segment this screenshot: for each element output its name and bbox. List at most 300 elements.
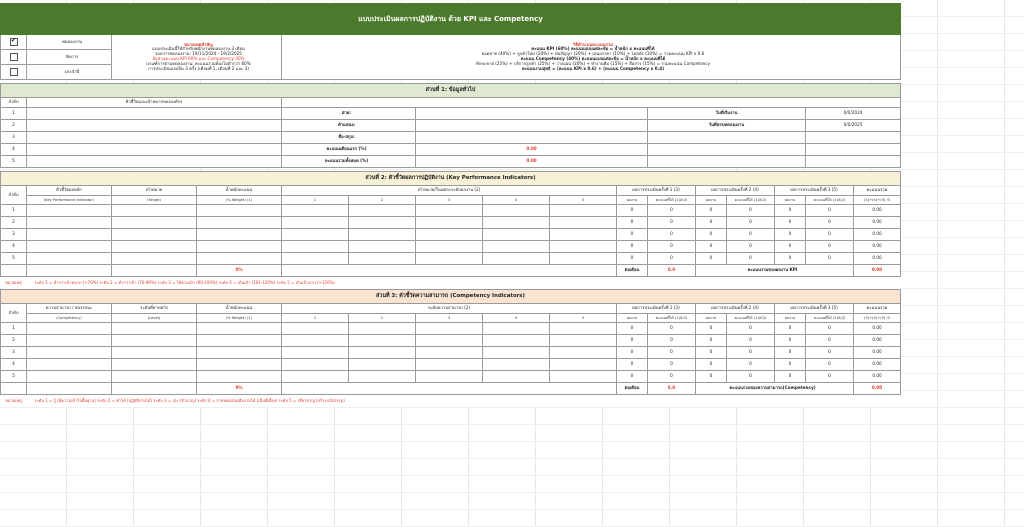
grid-cell[interactable] <box>1005 221 1024 238</box>
kpi-indicator-cell[interactable] <box>27 241 112 253</box>
grid-cell[interactable] <box>201 476 268 493</box>
notes-right-heading: วิธีคำนวณคะแนนรวม <box>286 43 900 48</box>
comp-eval3-result[interactable]: 0 <box>775 347 806 359</box>
comp-eval3-result[interactable]: 0 <box>775 323 806 335</box>
comp-target-cell[interactable] <box>112 335 197 347</box>
grid-cell[interactable] <box>0 408 67 425</box>
section1-field-value[interactable] <box>416 108 648 120</box>
kpi-eval2-result[interactable]: 0 <box>696 217 727 229</box>
comp-level-cell-3[interactable] <box>416 359 483 371</box>
grid-row <box>0 459 1024 476</box>
grid-cell[interactable] <box>201 459 268 476</box>
section1-field2-value[interactable] <box>806 132 901 144</box>
grid-cell[interactable] <box>737 476 804 493</box>
grid-cell[interactable] <box>67 442 134 459</box>
comp-indicator-cell[interactable] <box>27 323 112 335</box>
grid-cell[interactable] <box>938 323 1005 340</box>
comp-eval1-result[interactable]: 0 <box>617 371 648 383</box>
grid-cell[interactable] <box>469 459 536 476</box>
comp-level-cell-5[interactable] <box>550 323 617 335</box>
grid-cell[interactable] <box>938 391 1005 408</box>
comp-level-cell-3[interactable] <box>416 347 483 359</box>
grid-cell[interactable] <box>1005 374 1024 391</box>
grid-cell[interactable] <box>871 493 938 510</box>
grid-cell[interactable] <box>737 408 804 425</box>
grid-cell[interactable] <box>938 238 1005 255</box>
grid-cell[interactable] <box>268 408 335 425</box>
section1-field2-value[interactable]: 0/0/2024 <box>806 108 901 120</box>
grid-cell[interactable] <box>469 493 536 510</box>
grid-cell[interactable] <box>938 153 1005 170</box>
kpi-level-cell-4[interactable] <box>483 241 550 253</box>
kpi-target-cell[interactable] <box>112 241 197 253</box>
comp-target-cell[interactable] <box>112 359 197 371</box>
kpi-eval3-result[interactable]: 0 <box>775 229 806 241</box>
grid-cell[interactable] <box>67 408 134 425</box>
section1-field2-value[interactable]: 0/0/2025 <box>806 120 901 132</box>
comp-level-cell-4[interactable] <box>483 347 550 359</box>
section2-eval1-header: ผลการประเมินครั้งที่ 1 (3) <box>617 186 696 196</box>
section1-row-blank[interactable] <box>27 132 282 144</box>
grid-cell[interactable] <box>938 221 1005 238</box>
grid-cell[interactable] <box>335 476 402 493</box>
kpi-eval1-result[interactable]: 0 <box>617 217 648 229</box>
grid-cell[interactable] <box>335 425 402 442</box>
section1-field-value[interactable]: 0.00 <box>416 156 648 168</box>
kpi-indicator-cell[interactable] <box>27 253 112 265</box>
grid-cell[interactable] <box>938 357 1005 374</box>
checkbox-annual-icon[interactable] <box>10 68 18 76</box>
kpi-eval2-result[interactable]: 0 <box>696 229 727 241</box>
kpi-level-cell-2[interactable] <box>349 205 416 217</box>
grid-cell[interactable] <box>469 408 536 425</box>
comp-weight-cell[interactable] <box>197 347 282 359</box>
grid-cell[interactable] <box>1005 442 1024 459</box>
grid-cell[interactable] <box>938 34 1005 51</box>
grid-cell[interactable] <box>804 408 871 425</box>
grid-cell[interactable] <box>1005 34 1024 51</box>
comp-eval1-result[interactable]: 0 <box>617 347 648 359</box>
kpi-level-cell-3[interactable] <box>416 229 483 241</box>
grid-cell[interactable] <box>804 425 871 442</box>
grid-cell[interactable] <box>804 442 871 459</box>
grid-cell[interactable] <box>1005 272 1024 289</box>
kpi-eval1-result[interactable]: 0 <box>617 229 648 241</box>
grid-cell[interactable] <box>402 476 469 493</box>
kpi-level-cell-2[interactable] <box>349 253 416 265</box>
checkbox-cell-0[interactable] <box>1 35 27 50</box>
comp-level-cell-2[interactable] <box>349 359 416 371</box>
checkbox-management-icon[interactable] <box>10 53 18 61</box>
kpi-level-cell-1[interactable] <box>282 205 349 217</box>
kpi-weight-cell[interactable] <box>197 253 282 265</box>
grid-cell[interactable] <box>1005 204 1024 221</box>
comp-level-cell-2[interactable] <box>349 347 416 359</box>
grid-cell[interactable] <box>737 510 804 527</box>
grid-cell[interactable] <box>1005 357 1024 374</box>
grid-cell[interactable] <box>1005 170 1024 187</box>
kpi-eval1-result[interactable]: 0 <box>617 205 648 217</box>
grid-cell[interactable] <box>603 408 670 425</box>
grid-cell[interactable] <box>67 459 134 476</box>
grid-cell[interactable] <box>469 476 536 493</box>
grid-cell[interactable] <box>670 459 737 476</box>
grid-cell[interactable] <box>1005 391 1024 408</box>
grid-cell[interactable] <box>938 204 1005 221</box>
grid-cell[interactable] <box>0 476 67 493</box>
grid-cell[interactable] <box>0 510 67 527</box>
comp-target-cell[interactable] <box>112 347 197 359</box>
kpi-level-cell-4[interactable] <box>483 253 550 265</box>
comp-eval2-result[interactable]: 0 <box>696 371 727 383</box>
kpi-level-cell-3[interactable] <box>416 217 483 229</box>
comp-weight-cell[interactable] <box>197 371 282 383</box>
comp-level-cell-1[interactable] <box>282 323 349 335</box>
grid-cell[interactable] <box>938 51 1005 68</box>
grid-cell[interactable] <box>938 340 1005 357</box>
grid-cell[interactable] <box>67 476 134 493</box>
kpi-target-cell[interactable] <box>112 205 197 217</box>
kpi-level-cell-1[interactable] <box>282 241 349 253</box>
grid-cell[interactable] <box>938 476 1005 493</box>
kpi-eval2-result[interactable]: 0 <box>696 205 727 217</box>
comp-level-cell-5[interactable] <box>550 335 617 347</box>
grid-cell[interactable] <box>536 408 603 425</box>
kpi-total: 0.00 <box>854 217 901 229</box>
grid-cell[interactable] <box>268 425 335 442</box>
grid-cell[interactable] <box>1005 238 1024 255</box>
comp-level-cell-3[interactable] <box>416 323 483 335</box>
grid-cell[interactable] <box>536 442 603 459</box>
grid-cell[interactable] <box>938 510 1005 527</box>
section3-note-row <box>1 395 901 408</box>
grid-cell[interactable] <box>536 425 603 442</box>
kpi-level-cell-1[interactable] <box>282 229 349 241</box>
grid-cell[interactable] <box>335 459 402 476</box>
grid-cell[interactable] <box>938 289 1005 306</box>
kpi-indicator-cell[interactable] <box>27 229 112 241</box>
kpi-level-cell-4[interactable] <box>483 205 550 217</box>
kpi-level-cell-2[interactable] <box>349 241 416 253</box>
grid-cell[interactable] <box>1005 0 1024 17</box>
grid-cell[interactable] <box>1005 153 1024 170</box>
grid-cell[interactable] <box>201 442 268 459</box>
grid-cell[interactable] <box>67 425 134 442</box>
grid-cell[interactable] <box>670 493 737 510</box>
kpi-level-cell-5[interactable] <box>550 229 617 241</box>
grid-cell[interactable] <box>268 442 335 459</box>
kpi-eval1-result[interactable]: 0 <box>617 253 648 265</box>
grid-cell[interactable] <box>469 442 536 459</box>
grid-cell[interactable] <box>1005 102 1024 119</box>
comp-level-cell-1[interactable] <box>282 335 349 347</box>
grid-cell[interactable] <box>670 510 737 527</box>
grid-cell[interactable] <box>134 442 201 459</box>
section1-row-blank[interactable] <box>27 120 282 132</box>
grid-cell[interactable] <box>938 493 1005 510</box>
grid-cell[interactable] <box>0 459 67 476</box>
comp-indicator-cell[interactable] <box>27 335 112 347</box>
kpi-level-cell-5[interactable] <box>550 217 617 229</box>
grid-cell[interactable] <box>1005 255 1024 272</box>
grid-cell[interactable] <box>402 493 469 510</box>
grid-cell[interactable] <box>1005 289 1024 306</box>
grid-cell[interactable] <box>938 0 1005 17</box>
grid-cell[interactable] <box>938 425 1005 442</box>
comp-eval2-result[interactable]: 0 <box>696 323 727 335</box>
grid-cell[interactable] <box>469 425 536 442</box>
grid-cell[interactable] <box>871 459 938 476</box>
grid-cell[interactable] <box>1005 425 1024 442</box>
grid-cell[interactable] <box>1005 476 1024 493</box>
grid-cell[interactable] <box>134 476 201 493</box>
kpi-level-cell-5[interactable] <box>550 253 617 265</box>
grid-cell[interactable] <box>335 408 402 425</box>
grid-cell[interactable] <box>0 493 67 510</box>
grid-cell[interactable] <box>67 510 134 527</box>
grid-cell[interactable] <box>268 476 335 493</box>
kpi-weight-cell[interactable] <box>197 205 282 217</box>
kpi-eval2-result[interactable]: 0 <box>696 241 727 253</box>
comp-eval2-result[interactable]: 0 <box>696 347 727 359</box>
comp-eval3-result[interactable]: 0 <box>775 371 806 383</box>
kpi-target-cell[interactable] <box>112 229 197 241</box>
kpi-eval3-score: 0 <box>806 253 854 265</box>
grid-cell[interactable] <box>402 459 469 476</box>
grid-cell[interactable] <box>536 459 603 476</box>
section3-footer-row <box>1 383 901 395</box>
grid-cell[interactable] <box>1005 459 1024 476</box>
comp-eval1-result[interactable]: 0 <box>617 335 648 347</box>
grid-cell[interactable] <box>603 510 670 527</box>
grid-cell[interactable] <box>402 510 469 527</box>
grid-cell[interactable] <box>134 425 201 442</box>
grid-cell[interactable] <box>1005 493 1024 510</box>
grid-cell[interactable] <box>603 476 670 493</box>
grid-cell[interactable] <box>134 408 201 425</box>
comp-eval2-result[interactable]: 0 <box>696 359 727 371</box>
comp-weight-cell[interactable] <box>197 359 282 371</box>
comp-level-cell-2[interactable] <box>349 323 416 335</box>
grid-cell[interactable] <box>1005 510 1024 527</box>
grid-cell[interactable] <box>1005 85 1024 102</box>
kpi-weight-cell[interactable] <box>197 229 282 241</box>
grid-cell[interactable] <box>268 459 335 476</box>
grid-cell[interactable] <box>737 493 804 510</box>
comp-level-cell-4[interactable] <box>483 371 550 383</box>
grid-cell[interactable] <box>1005 51 1024 68</box>
comp-level-cell-3[interactable] <box>416 335 483 347</box>
comp-level-cell-5[interactable] <box>550 371 617 383</box>
grid-cell[interactable] <box>804 510 871 527</box>
kpi-eval2-result[interactable]: 0 <box>696 253 727 265</box>
grid-cell[interactable] <box>603 493 670 510</box>
comp-level-cell-5[interactable] <box>550 359 617 371</box>
kpi-eval3-result[interactable]: 0 <box>775 241 806 253</box>
section1-field-value[interactable] <box>416 132 648 144</box>
grid-cell[interactable] <box>603 442 670 459</box>
checkbox-cell-2[interactable] <box>1 65 27 80</box>
kpi-level-cell-3[interactable] <box>416 205 483 217</box>
grid-cell[interactable] <box>134 493 201 510</box>
grid-cell[interactable] <box>536 510 603 527</box>
kpi-level-cell-4[interactable] <box>483 229 550 241</box>
section1-row-blank[interactable] <box>27 144 282 156</box>
section1-field-value[interactable]: 0.00 <box>416 144 648 156</box>
s2-per-month-label: ต่อเดือน <box>617 265 648 277</box>
grid-cell[interactable] <box>67 493 134 510</box>
comp-target-cell[interactable] <box>112 371 197 383</box>
kpi-level-cell-3[interactable] <box>416 241 483 253</box>
grid-cell[interactable] <box>938 306 1005 323</box>
kpi-eval1-result[interactable]: 0 <box>617 241 648 253</box>
comp-indicator-cell[interactable] <box>27 347 112 359</box>
kpi-level-cell-4[interactable] <box>483 217 550 229</box>
kpi-indicator-cell[interactable] <box>27 217 112 229</box>
comp-indicator-cell[interactable] <box>27 371 112 383</box>
grid-cell[interactable] <box>201 425 268 442</box>
grid-cell[interactable] <box>737 442 804 459</box>
section1-field2-value[interactable] <box>806 144 901 156</box>
section2-total-subheader: (3)+(4)+(5) /3 <box>854 196 901 205</box>
grid-cell[interactable] <box>268 510 335 527</box>
grid-cell[interactable] <box>938 408 1005 425</box>
grid-cell[interactable] <box>335 510 402 527</box>
grid-cell[interactable] <box>871 442 938 459</box>
comp-eval3-result[interactable]: 0 <box>775 335 806 347</box>
kpi-level-cell-1[interactable] <box>282 253 349 265</box>
kpi-level-cell-3[interactable] <box>416 253 483 265</box>
grid-cell[interactable] <box>0 425 67 442</box>
grid-cell[interactable] <box>1005 17 1024 34</box>
grid-cell[interactable] <box>670 408 737 425</box>
comp-eval3-result[interactable]: 0 <box>775 359 806 371</box>
grid-cell[interactable] <box>938 170 1005 187</box>
grid-cell[interactable] <box>0 442 67 459</box>
grid-cell[interactable] <box>1005 306 1024 323</box>
grid-cell[interactable] <box>938 272 1005 289</box>
grid-cell[interactable] <box>938 119 1005 136</box>
checkbox-cell-1[interactable] <box>1 50 27 65</box>
comp-target-cell[interactable] <box>112 323 197 335</box>
kpi-level-cell-5[interactable] <box>550 205 617 217</box>
kpi-level-cell-1[interactable] <box>282 217 349 229</box>
comp-eval1-result[interactable]: 0 <box>617 359 648 371</box>
grid-cell[interactable] <box>134 459 201 476</box>
comp-weight-cell[interactable] <box>197 323 282 335</box>
grid-cell[interactable] <box>603 459 670 476</box>
grid-cell[interactable] <box>871 510 938 527</box>
grid-cell[interactable] <box>134 510 201 527</box>
grid-cell[interactable] <box>469 510 536 527</box>
grid-cell[interactable] <box>335 442 402 459</box>
grid-cell[interactable] <box>201 493 268 510</box>
grid-cell[interactable] <box>938 136 1005 153</box>
grid-cell[interactable] <box>804 476 871 493</box>
grid-cell[interactable] <box>536 493 603 510</box>
grid-cell[interactable] <box>938 459 1005 476</box>
comp-eval2-result[interactable]: 0 <box>696 335 727 347</box>
comp-level-cell-4[interactable] <box>483 359 550 371</box>
section1-field-value[interactable] <box>416 120 648 132</box>
checkbox-probation-icon[interactable] <box>10 38 18 46</box>
grid-cell[interactable] <box>804 459 871 476</box>
grid-cell[interactable] <box>1005 119 1024 136</box>
kpi-target-cell[interactable] <box>112 217 197 229</box>
kpi-indicator-cell[interactable] <box>27 205 112 217</box>
grid-cell[interactable] <box>737 459 804 476</box>
comp-level-cell-3[interactable] <box>416 371 483 383</box>
grid-cell[interactable] <box>402 408 469 425</box>
grid-cell[interactable] <box>938 187 1005 204</box>
grid-cell[interactable] <box>268 493 335 510</box>
grid-cell[interactable] <box>938 85 1005 102</box>
kpi-eval3-result[interactable]: 0 <box>775 217 806 229</box>
comp-level-cell-4[interactable] <box>483 335 550 347</box>
grid-cell[interactable] <box>335 493 402 510</box>
comp-level-cell-2[interactable] <box>349 335 416 347</box>
grid-cell[interactable] <box>804 493 871 510</box>
section1-field2-value[interactable] <box>806 156 901 168</box>
comp-level-cell-1[interactable] <box>282 371 349 383</box>
kpi-level-cell-5[interactable] <box>550 241 617 253</box>
grid-cell[interactable] <box>1005 323 1024 340</box>
grid-cell[interactable] <box>536 476 603 493</box>
grid-cell[interactable] <box>670 476 737 493</box>
kpi-target-cell[interactable] <box>112 253 197 265</box>
grid-cell[interactable] <box>402 442 469 459</box>
grid-cell[interactable] <box>938 255 1005 272</box>
grid-cell[interactable] <box>670 425 737 442</box>
grid-cell[interactable] <box>201 510 268 527</box>
kpi-weight-cell[interactable] <box>197 217 282 229</box>
grid-cell[interactable] <box>1005 187 1024 204</box>
kpi-level-cell-2[interactable] <box>349 217 416 229</box>
kpi-eval3-result[interactable]: 0 <box>775 253 806 265</box>
comp-level-cell-1[interactable] <box>282 359 349 371</box>
grid-cell[interactable] <box>1005 408 1024 425</box>
grid-cell[interactable] <box>938 374 1005 391</box>
comp-level-cell-2[interactable] <box>349 371 416 383</box>
grid-cell[interactable] <box>938 68 1005 85</box>
grid-cell[interactable] <box>938 17 1005 34</box>
comp-level-cell-4[interactable] <box>483 323 550 335</box>
comp-level-cell-1[interactable] <box>282 347 349 359</box>
kpi-eval3-result[interactable]: 0 <box>775 205 806 217</box>
grid-cell[interactable] <box>1005 68 1024 85</box>
grid-cell[interactable] <box>402 425 469 442</box>
section1-row-blank[interactable] <box>27 108 282 120</box>
grid-cell[interactable] <box>1005 136 1024 153</box>
comp-weight-cell[interactable] <box>197 335 282 347</box>
comp-indicator-cell[interactable] <box>27 359 112 371</box>
grid-cell[interactable] <box>938 442 1005 459</box>
comp-eval1-result[interactable]: 0 <box>617 323 648 335</box>
grid-cell[interactable] <box>938 102 1005 119</box>
grid-cell[interactable] <box>737 425 804 442</box>
comp-level-cell-5[interactable] <box>550 347 617 359</box>
grid-cell[interactable] <box>871 408 938 425</box>
grid-cell[interactable] <box>603 425 670 442</box>
section1-row-blank[interactable] <box>27 156 282 168</box>
grid-cell[interactable] <box>871 425 938 442</box>
grid-cell[interactable] <box>871 476 938 493</box>
kpi-weight-cell[interactable] <box>197 241 282 253</box>
grid-cell[interactable] <box>670 442 737 459</box>
grid-cell[interactable] <box>201 408 268 425</box>
grid-cell[interactable] <box>1005 340 1024 357</box>
kpi-level-cell-2[interactable] <box>349 229 416 241</box>
